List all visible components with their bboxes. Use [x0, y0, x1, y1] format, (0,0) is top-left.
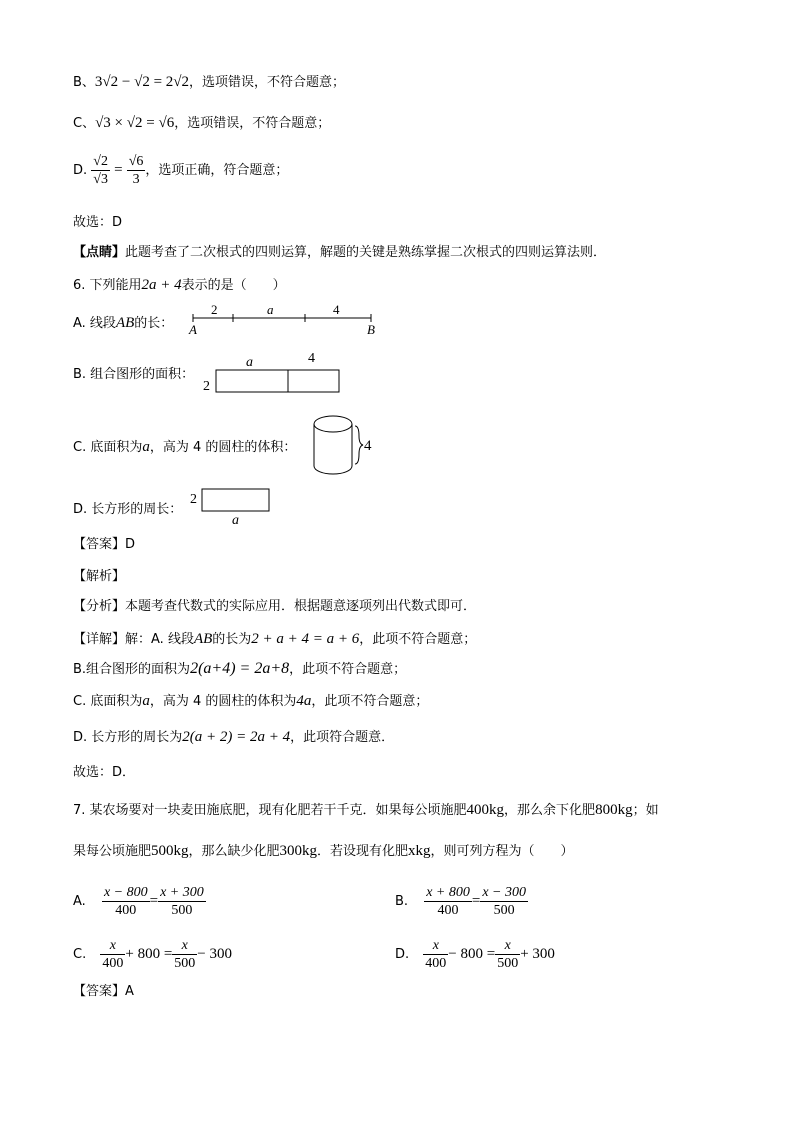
- segment-label-a: a: [267, 302, 274, 317]
- q6-xiangjie-b: B.组合图形的面积为2(a+4) = 2a+8，此项不符合题意；: [73, 660, 407, 677]
- q5-option-d: D. $\frac{√2}{√3}$ = $\frac{√6}{3}$ ，选项正确，符合题意；: [73, 154, 289, 187]
- rect-label-4: 4: [308, 351, 315, 366]
- q6-jiexi: 【解析】: [73, 569, 126, 584]
- math-expression: 2(a+4) = 2a+8: [190, 660, 290, 677]
- q6-answer: 【答案】D: [73, 537, 136, 552]
- q5-dianjing: 【点睛】此题考查了二次根式的四则运算，解题的关键是熟练掌握二次根式的四则运算法则．: [73, 245, 607, 260]
- rectangle-bottom-label: a: [232, 513, 239, 528]
- q5-choose: 故选：D: [73, 215, 123, 230]
- math-expression: 2(a + 2) = 2a + 4: [182, 729, 291, 745]
- fraction: $\frac{√6}{3}$: [128, 154, 144, 187]
- segment-label-2: 2: [211, 302, 218, 317]
- math-expression: 3√2 − √2 = 2√2: [94, 74, 190, 90]
- math-expression: 2a + 4: [141, 277, 182, 293]
- q6-stem: 6. 下列能用2a + 4表示的是（ ）: [73, 277, 286, 293]
- q7-option-b: B. $\frac{x + 800}{400}$ = $\frac{x - 300}{500}$: [395, 885, 527, 918]
- q7-answer: 【答案】A: [73, 984, 134, 999]
- q6-xiangjie-a: 【详解】解：A. 线段AB的长为2 + a + 4 = a + 6，此项不符合题意；: [73, 631, 477, 647]
- q6-xiangjie-c: C. 底面积为a，高为 4 的圆柱的体积为4a，此项不符合题意；: [73, 693, 429, 709]
- q6-option-d: D. 长方形的周长：: [73, 502, 183, 517]
- q6-xiangjie-d: D. 长方形的周长为2(a + 2) = 2a + 4，此项符合题意．: [73, 729, 395, 745]
- rect-label-a: a: [246, 355, 253, 370]
- math-expression: 2 + a + 4 = a + 6: [251, 631, 360, 647]
- q5-option-c: C、√3 × √2 = √6，选项错误，不符合题意；: [73, 115, 331, 131]
- rectangle-side-label: 2: [190, 492, 197, 507]
- rectangle-figure: [188, 484, 278, 528]
- q6-option-b: B. 组合图形的面积：: [73, 367, 195, 382]
- segment-ab-figure: [185, 298, 385, 340]
- fraction: $\frac{√2}{√3}$: [93, 154, 108, 187]
- q7-stem-line2: 果每公顷施肥500kg，那么缺少化肥300kg．若设现有化肥xkg，则可列方程为（ ）: [73, 843, 574, 859]
- cylinder-height-label: 4: [364, 438, 372, 454]
- math-expression: 4a: [296, 693, 312, 709]
- point-a-label: A: [189, 322, 197, 337]
- q6-choose: 故选：D．: [73, 765, 136, 780]
- q6-option-a: A. 线段AB的长：: [73, 315, 174, 331]
- q7-stem-line1: 7. 某农场要对一块麦田施底肥，现有化肥若干千克．如果每公顷施肥400kg，那么余下化肥800kg；如: [73, 802, 659, 818]
- composite-rect-figure: [200, 350, 350, 398]
- q7-option-a: A. $\frac{x - 800}{400}$ = $\frac{x + 300}{500}$: [73, 885, 204, 918]
- q7-option-d: D. $\frac{x}{400}$ − 800 = $\frac{x}{500}$ + 300: [395, 938, 555, 971]
- q5-option-b: B、3√2 − √2 = 2√2，选项错误，不符合题意；: [73, 74, 346, 90]
- rect-label-2: 2: [203, 379, 210, 394]
- q7-option-c: C. $\frac{x}{400}$ + 800 = $\frac{x}{500}$ − 300: [73, 938, 232, 971]
- point-b-label: B: [367, 322, 375, 337]
- math-expression: √3 × √2 = √6: [95, 115, 175, 131]
- q6-option-c: C. 底面积为a，高为 4 的圆柱的体积：: [73, 439, 297, 455]
- q6-fenxi: 【分析】本题考查代数式的实际应用．根据题意逐项列出代数式即可．: [73, 599, 477, 614]
- segment-label-4: 4: [333, 302, 340, 317]
- cylinder-figure: [310, 410, 380, 482]
